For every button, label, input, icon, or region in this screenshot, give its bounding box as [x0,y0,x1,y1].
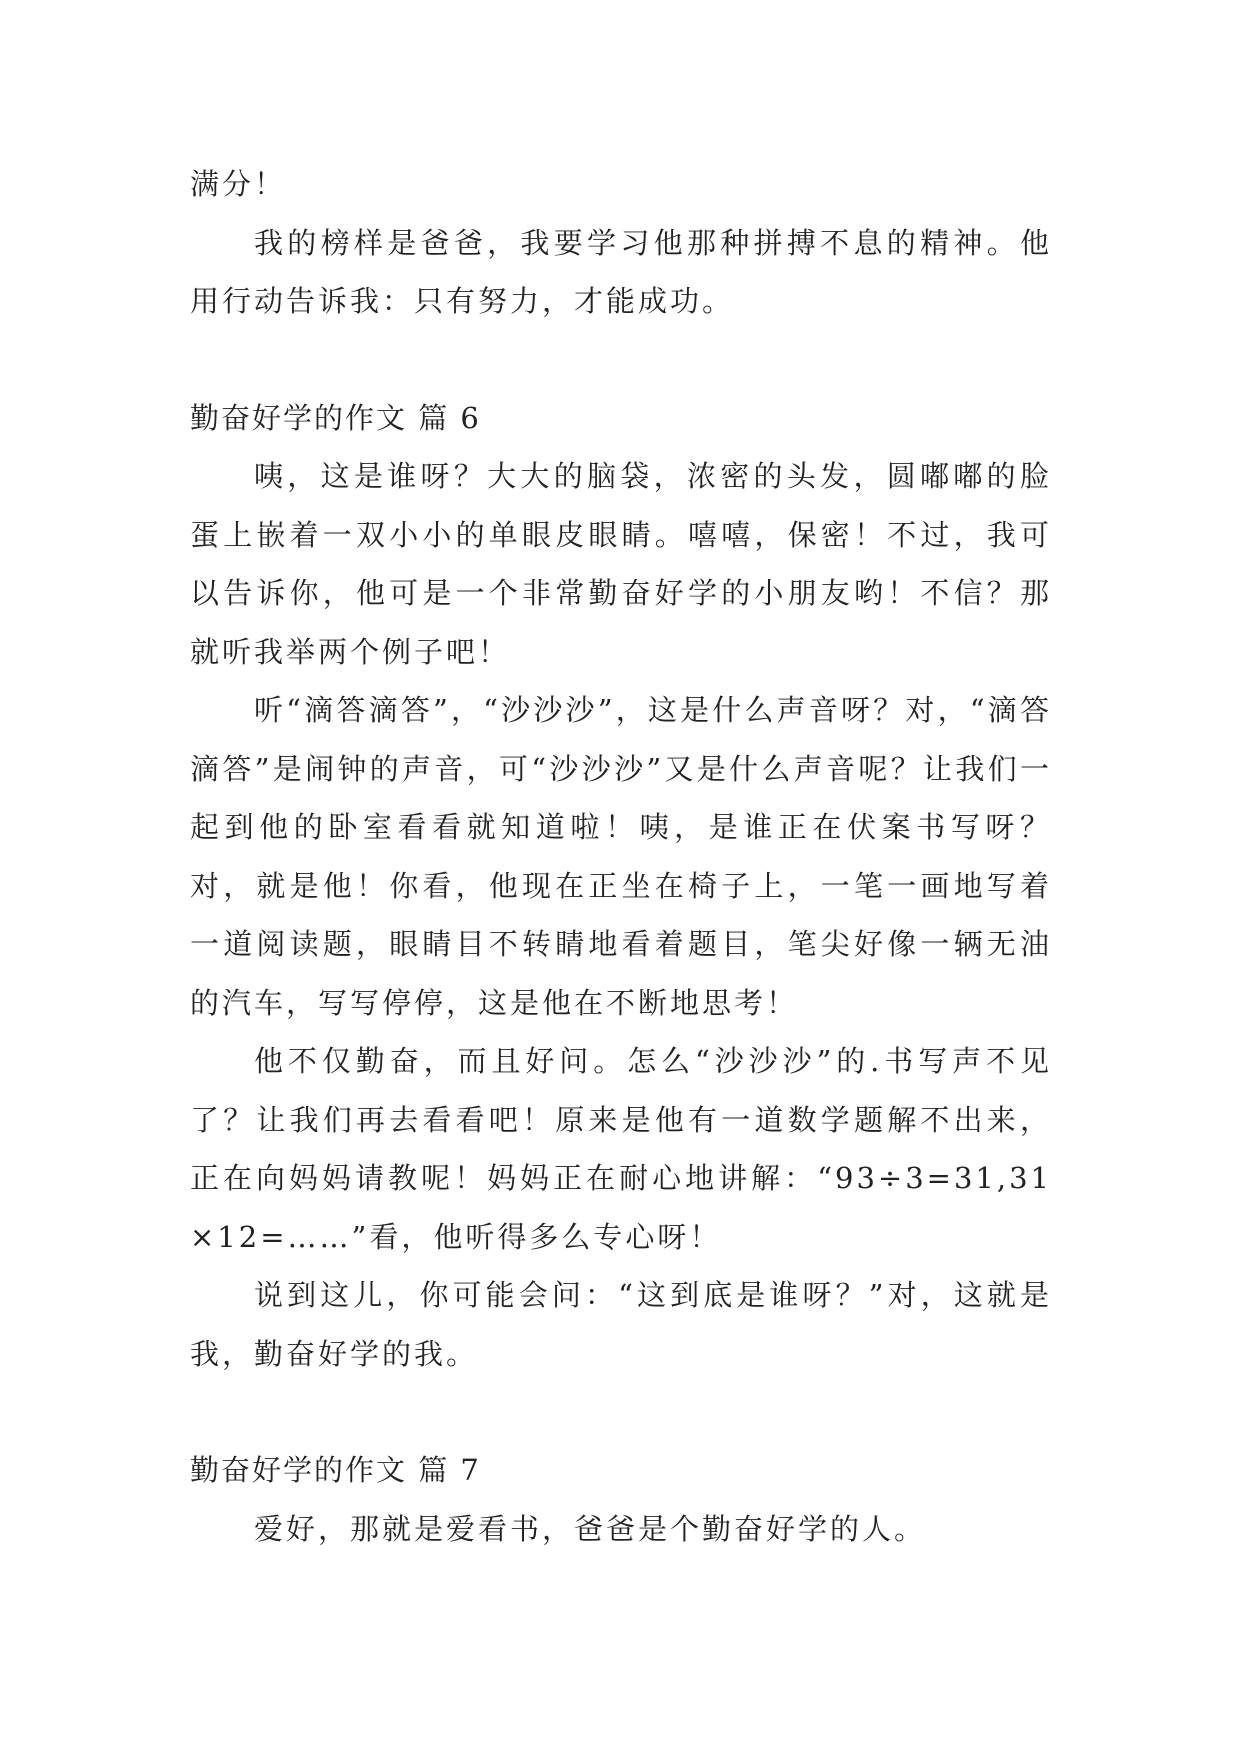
paragraph-hobby: 爱好，那就是爱看书，爸爸是个勤奋好学的人。 [254,1511,927,1546]
paragraph-writing: 听“滴答滴答”，“沙沙沙”，这是什么声音呀？对，“滴答滴答”是闹钟的声音，可“沙沙沙”又是什么声音呢？让我们一起到他的卧室看看就知道啦！咦，是谁正在伏案书写呀？对，就是他！你看，他现在正坐在椅子上，一笔一画地写着一道阅读题，眼睛目不转睛地看着题目，笔尖好像一辆无油的汽车，写写停停，这是他在不断地思考！ [190,693,1052,1020]
section-heading-6: 勤奋好学的作文 篇 6 [190,400,481,435]
paragraph-asking: 他不仅勤奋，而且好问。怎么“沙沙沙”的.书写声不见了？让我们再去看看吧！原来是他有一道数学题解不出来，正在向妈妈请教呢！妈妈正在耐心地讲解：“93÷3=31,31×12=……”看，他听得多么专心呀！ [190,1044,1052,1254]
document-body [190,155,1052,1558]
paragraph-intro: 咦，这是谁呀？大大的脑袋，浓密的头发，圆嘟嘟的脸蛋上嵌着一双小小的单眼皮眼睛。嘻嘻，保密！不过，我可以告诉你，他可是一个非常勤奋好学的小朋友哟！不信？那就听我举两个例子吧！ [190,459,1052,669]
paragraph-reveal: 说到这儿，你可能会问：“这到底是谁呀？”对，这就是我，勤奋好学的我。 [190,1278,1052,1371]
paragraph-role-model: 我的榜样是爸爸，我要学习他那种拼搏不息的精神。他用行动告诉我：只有努力，才能成功。 [190,225,1052,318]
paragraph-ending: 满分！ [190,167,287,201]
section-heading-7: 勤奋好学的作文 篇 7 [190,1453,481,1487]
